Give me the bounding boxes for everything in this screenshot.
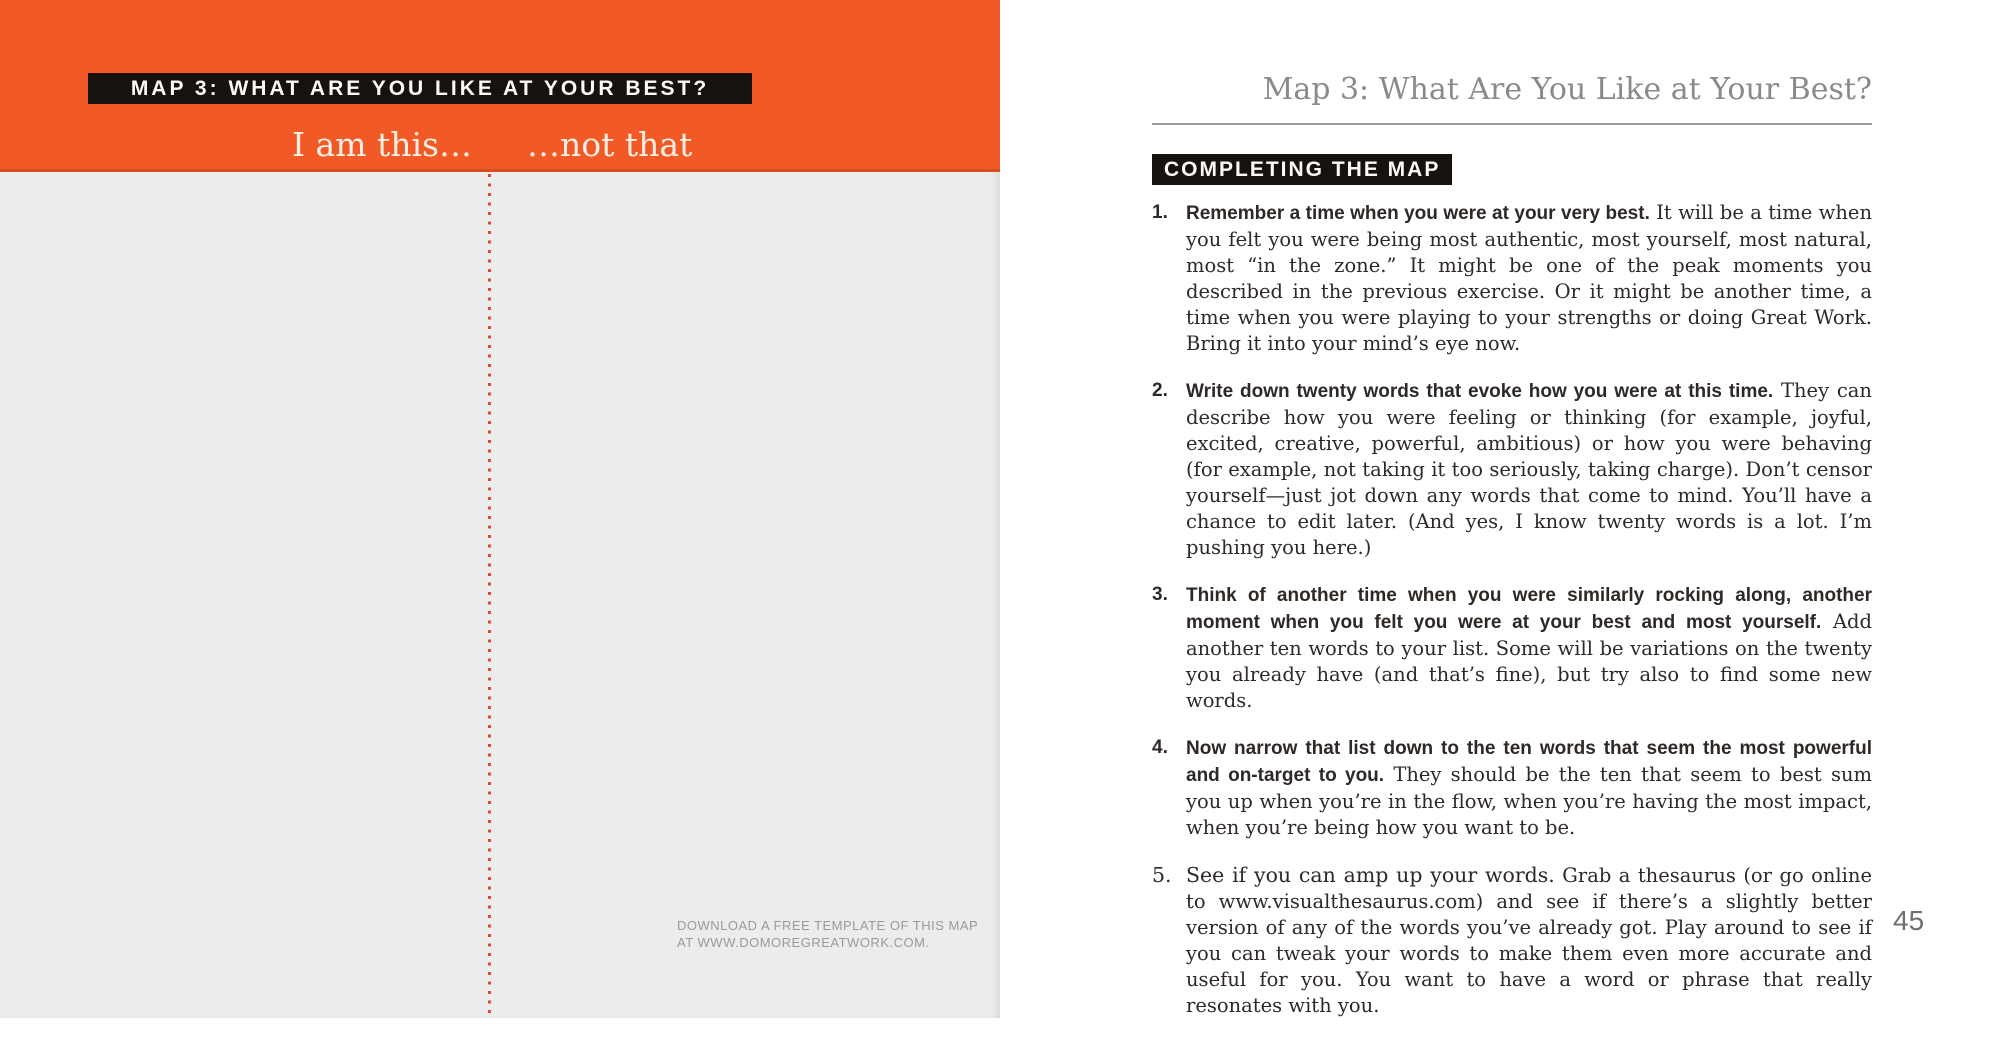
step-4-number: 4.: [1152, 737, 1168, 758]
section-heading: COMPLETING THE MAP: [1164, 157, 1441, 181]
step-4: [1152, 735, 1872, 841]
step-2-lead: Write down twenty words that evoke how you were at this time.: [1186, 381, 1774, 402]
running-head: Map 3: What Are You Like at Your Best?: [1262, 72, 1872, 107]
map-title: MAP 3: WHAT ARE YOU LIKE AT YOUR BEST?: [130, 76, 710, 100]
step-5-lead: See if you can amp up your words.: [1186, 863, 1555, 887]
step-1-body: It will be a time when you felt you were being most authentic, most yourself, most natural, most “in the zone.” It might be one of the peak moments you described in the previous exercise. Or it might be another time, a time when you were playing to your strengths or doing Great Work. Bring it into your mind’s eye now.: [1186, 201, 1872, 355]
step-4-body: They should be the ten that seem to best sum you up when you’re in the flow, when you’re having the most impact, when you’re being how you want to be.: [1186, 763, 1872, 839]
step-4-paragraph: [1186, 735, 1872, 841]
step-4-lead: Now narrow that list down to the ten words that seem the most powerful and on-target to you.: [1186, 738, 1872, 786]
download-note-line2: AT WWW.DOMOREGREATWORK.COM.: [677, 935, 930, 950]
left-page: [0, 0, 1000, 1018]
download-note: [677, 917, 978, 951]
download-note-line1: DOWNLOAD A FREE TEMPLATE OF THIS MAP: [677, 918, 979, 933]
step-5-number: 5.: [1152, 863, 1172, 887]
step-5: [1152, 862, 1872, 1019]
step-5-paragraph: [1186, 862, 1872, 1019]
orange-header-band: [0, 0, 1000, 172]
right-page: [1000, 0, 2000, 1018]
step-1-lead: Remember a time when you were at your very best.: [1186, 203, 1650, 224]
step-2: [1152, 378, 1872, 561]
step-3-body: Add another ten words to your list. Some will be variations on the twenty you already have (and that’s fine), but try also to find some new words.: [1186, 610, 1872, 712]
step-1: [1152, 200, 1872, 357]
section-heading-badge: [1152, 154, 1452, 185]
step-3-lead: Think of another time when you were similarly rocking along, another moment when you felt you were at your best and most yourself.: [1186, 585, 1872, 633]
step-3-paragraph: [1186, 582, 1872, 714]
column-label-i-am-this: I am this…: [292, 125, 472, 164]
step-1-number: 1.: [1152, 202, 1168, 223]
header-rule: [1152, 123, 1872, 125]
step-3: [1152, 582, 1872, 714]
dotted-divider-line: [488, 174, 491, 1018]
step-1-paragraph: [1186, 200, 1872, 357]
column-label-not-that: …not that: [527, 125, 693, 164]
step-2-number: 2.: [1152, 380, 1168, 401]
step-5-body: Grab a thesaurus (or go online to www.visualthesaurus.com) and see if there’s a slightly better version of any of the words you’ve already got. Play around to see if you can tweak your words to make them even more accurate and useful for you. You want to have a word or phrase that really resonates with you.: [1186, 864, 1873, 1017]
instruction-steps: [1152, 200, 1872, 1040]
step-3-number: 3.: [1152, 584, 1168, 605]
step-2-paragraph: [1186, 378, 1872, 561]
map-title-bar: [88, 73, 752, 104]
page-number: 45: [1893, 905, 1925, 936]
step-2-body: They can describe how you were feeling or thinking (for example, joyful, excited, creative, powerful, ambitious) or how you were behaving (for example, not taking it too seriously, taking charge). Don’t censor yourself—just jot down any words that come to mind. You’ll have a chance to edit later. (And yes, I know twenty words is a lot. I’m pushing you here.): [1186, 379, 1872, 559]
